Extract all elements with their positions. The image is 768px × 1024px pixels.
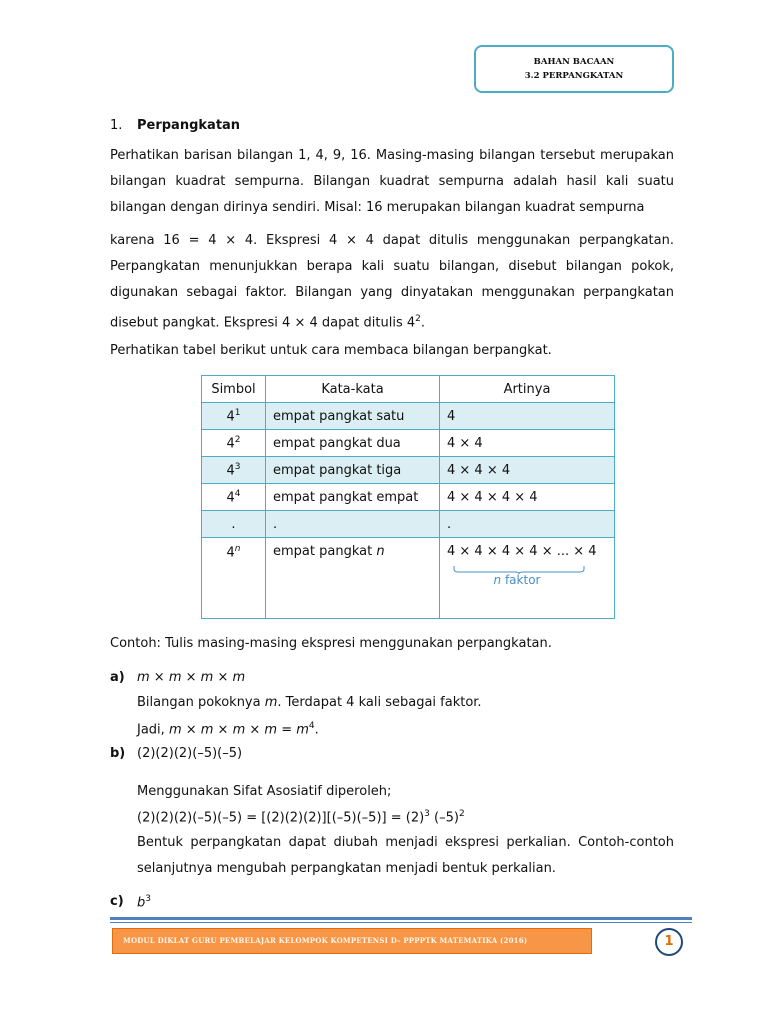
exponent: 2 <box>415 314 421 324</box>
item-c-label: c) <box>110 894 124 909</box>
table-row <box>202 538 615 619</box>
variable: n <box>376 544 385 559</box>
meaning-cell: . <box>440 511 615 538</box>
paragraph-line: digunakan sebagai faktor. Bilangan yang dinyatakan menggunakan perpangkatan <box>110 285 674 300</box>
exponent: 3 <box>424 809 430 819</box>
base: 4 <box>226 436 235 452</box>
section-number: 1. <box>110 118 123 133</box>
paragraph-line: karena 16 = 4 × 4. Ekspresi 4 × 4 dapat ditulis menggunakan perpangkatan. <box>110 233 674 248</box>
text: empat pangkat <box>273 544 377 559</box>
table-row <box>202 457 615 484</box>
footer-banner: MODUL DIKLAT GURU PEMBELAJAR KELOMPOK KOMPETENSI D– PPPPTK MATEMATIKA (2016) <box>112 928 592 954</box>
meaning-cell: 4 × 4 × 4 × 4 <box>440 484 615 511</box>
words-cell <box>266 538 440 619</box>
item-b-line5: selanjutnya mengubah perpangkatan menjadi bentuk perkalian. <box>137 861 556 876</box>
symbol-cell <box>202 430 266 457</box>
footer-divider <box>110 917 692 920</box>
variable: m <box>264 695 278 710</box>
variable: m <box>296 722 309 738</box>
header-subtitle: 3.2 PERPANGKATAN <box>524 71 624 81</box>
words-cell: . <box>266 511 440 538</box>
example-intro-text: Tulis masing-masing ekspresi menggunakan perpangkatan. <box>160 636 552 651</box>
words-cell: empat pangkat tiga <box>266 457 440 484</box>
item-b-line4: Bentuk perpangkatan dapat diubah menjadi ekspresi perkalian. Contoh-contoh <box>137 835 674 850</box>
example-intro <box>110 636 552 651</box>
paragraph-line: bilangan dengan dirinya sendiri. Misal: 16 merupakan bilangan kuadrat sempurna <box>110 200 645 215</box>
meaning-text: 4 × 4 × 4 × 4 × ... × 4 <box>447 544 597 559</box>
base: 4 <box>226 409 235 425</box>
base: 4 <box>226 545 235 561</box>
text: . <box>420 315 426 331</box>
paragraph-3: Perhatikan tabel berikut untuk cara membaca bilangan berpangkat. <box>110 343 552 358</box>
item-b-line3 <box>137 809 465 825</box>
item-b-line2: Menggunakan Sifat Asosiatif diperoleh; <box>137 784 392 799</box>
section-heading <box>110 118 240 133</box>
paragraph-2 <box>110 228 674 336</box>
table-row <box>202 403 615 430</box>
exponent: 4 <box>308 721 315 731</box>
header-cell: Kata-kata <box>266 376 440 403</box>
brace-label <box>427 573 607 587</box>
meaning-cell: 4 <box>440 403 615 430</box>
variable: n <box>493 573 502 587</box>
paragraph-1 <box>110 143 674 221</box>
meaning-cell: 4 × 4 × 4 <box>440 457 615 484</box>
item-a-line3 <box>137 721 319 737</box>
paragraph-line: Perpangkatan menunjukkan berapa kali suatu bilangan, disebut bilangan pokok, <box>110 259 674 274</box>
text: disebut pangkat. Ekspresi 4 × 4 dapat ditulis 4 <box>110 315 416 331</box>
item-a-label: a) <box>110 670 125 685</box>
item-c-expr <box>137 894 151 910</box>
symbol-cell <box>202 403 266 430</box>
page-number: 1 <box>655 928 683 956</box>
header-cell: Artinya <box>440 376 615 403</box>
table-row <box>202 430 615 457</box>
table-header-row <box>202 376 615 403</box>
text: faktor <box>501 573 541 587</box>
words-cell: empat pangkat satu <box>266 403 440 430</box>
exponent: 1 <box>234 407 241 418</box>
header-title: BAHAN BACAAN <box>533 57 615 67</box>
exponent: 3 <box>234 461 241 472</box>
text: Jadi, <box>137 722 169 738</box>
header-box <box>474 45 674 93</box>
exponent: 3 <box>145 894 151 904</box>
text: Bilangan pokoknya <box>137 695 265 710</box>
symbol-cell <box>202 457 266 484</box>
footer-divider-thin <box>110 922 692 923</box>
symbol-cell <box>202 484 266 511</box>
text: (–5) <box>429 810 459 826</box>
example-label: Contoh: <box>110 636 161 651</box>
exponent: 2 <box>458 809 465 819</box>
paragraph-line: Perhatikan barisan bilangan 1, 4, 9, 16. Masing-masing bilangan tersebut merupakan <box>110 148 674 163</box>
exponent: 2 <box>234 434 241 445</box>
variable: b <box>137 895 146 911</box>
expression: m × m × m × m <box>137 670 246 685</box>
item-b-expr: (2)(2)(2)(–5)(–5) <box>137 746 243 761</box>
section-title: Perpangkatan <box>137 118 241 133</box>
words-cell: empat pangkat dua <box>266 430 440 457</box>
item-a-expr <box>137 670 245 685</box>
expression: m × m × m × m <box>168 722 278 738</box>
item-b-label: b) <box>110 746 126 761</box>
base: 4 <box>226 463 235 479</box>
words-cell: empat pangkat empat <box>266 484 440 511</box>
paragraph-line <box>110 306 674 336</box>
exponent: 4 <box>234 488 241 499</box>
exponent: n <box>234 544 241 554</box>
meaning-cell: 4 × 4 <box>440 430 615 457</box>
paragraph-line: bilangan kuadrat sempurna. Bilangan kuadrat sempurna adalah hasil kali suatu <box>110 174 674 189</box>
text: = <box>277 722 297 738</box>
base: 4 <box>226 490 235 506</box>
power-table <box>201 375 615 619</box>
text: . <box>314 722 319 738</box>
symbol-cell: . <box>202 511 266 538</box>
table-row <box>202 484 615 511</box>
text: . Terdapat 4 kali sebagai faktor. <box>277 695 482 710</box>
meaning-cell <box>440 538 615 619</box>
symbol-cell <box>202 538 266 619</box>
text: (2)(2)(2)(–5)(–5) = [(2)(2)(2)][(–5)(–5)] = (2) <box>137 810 425 826</box>
header-cell: Simbol <box>202 376 266 403</box>
table-row <box>202 511 615 538</box>
item-a-line2 <box>137 695 482 710</box>
